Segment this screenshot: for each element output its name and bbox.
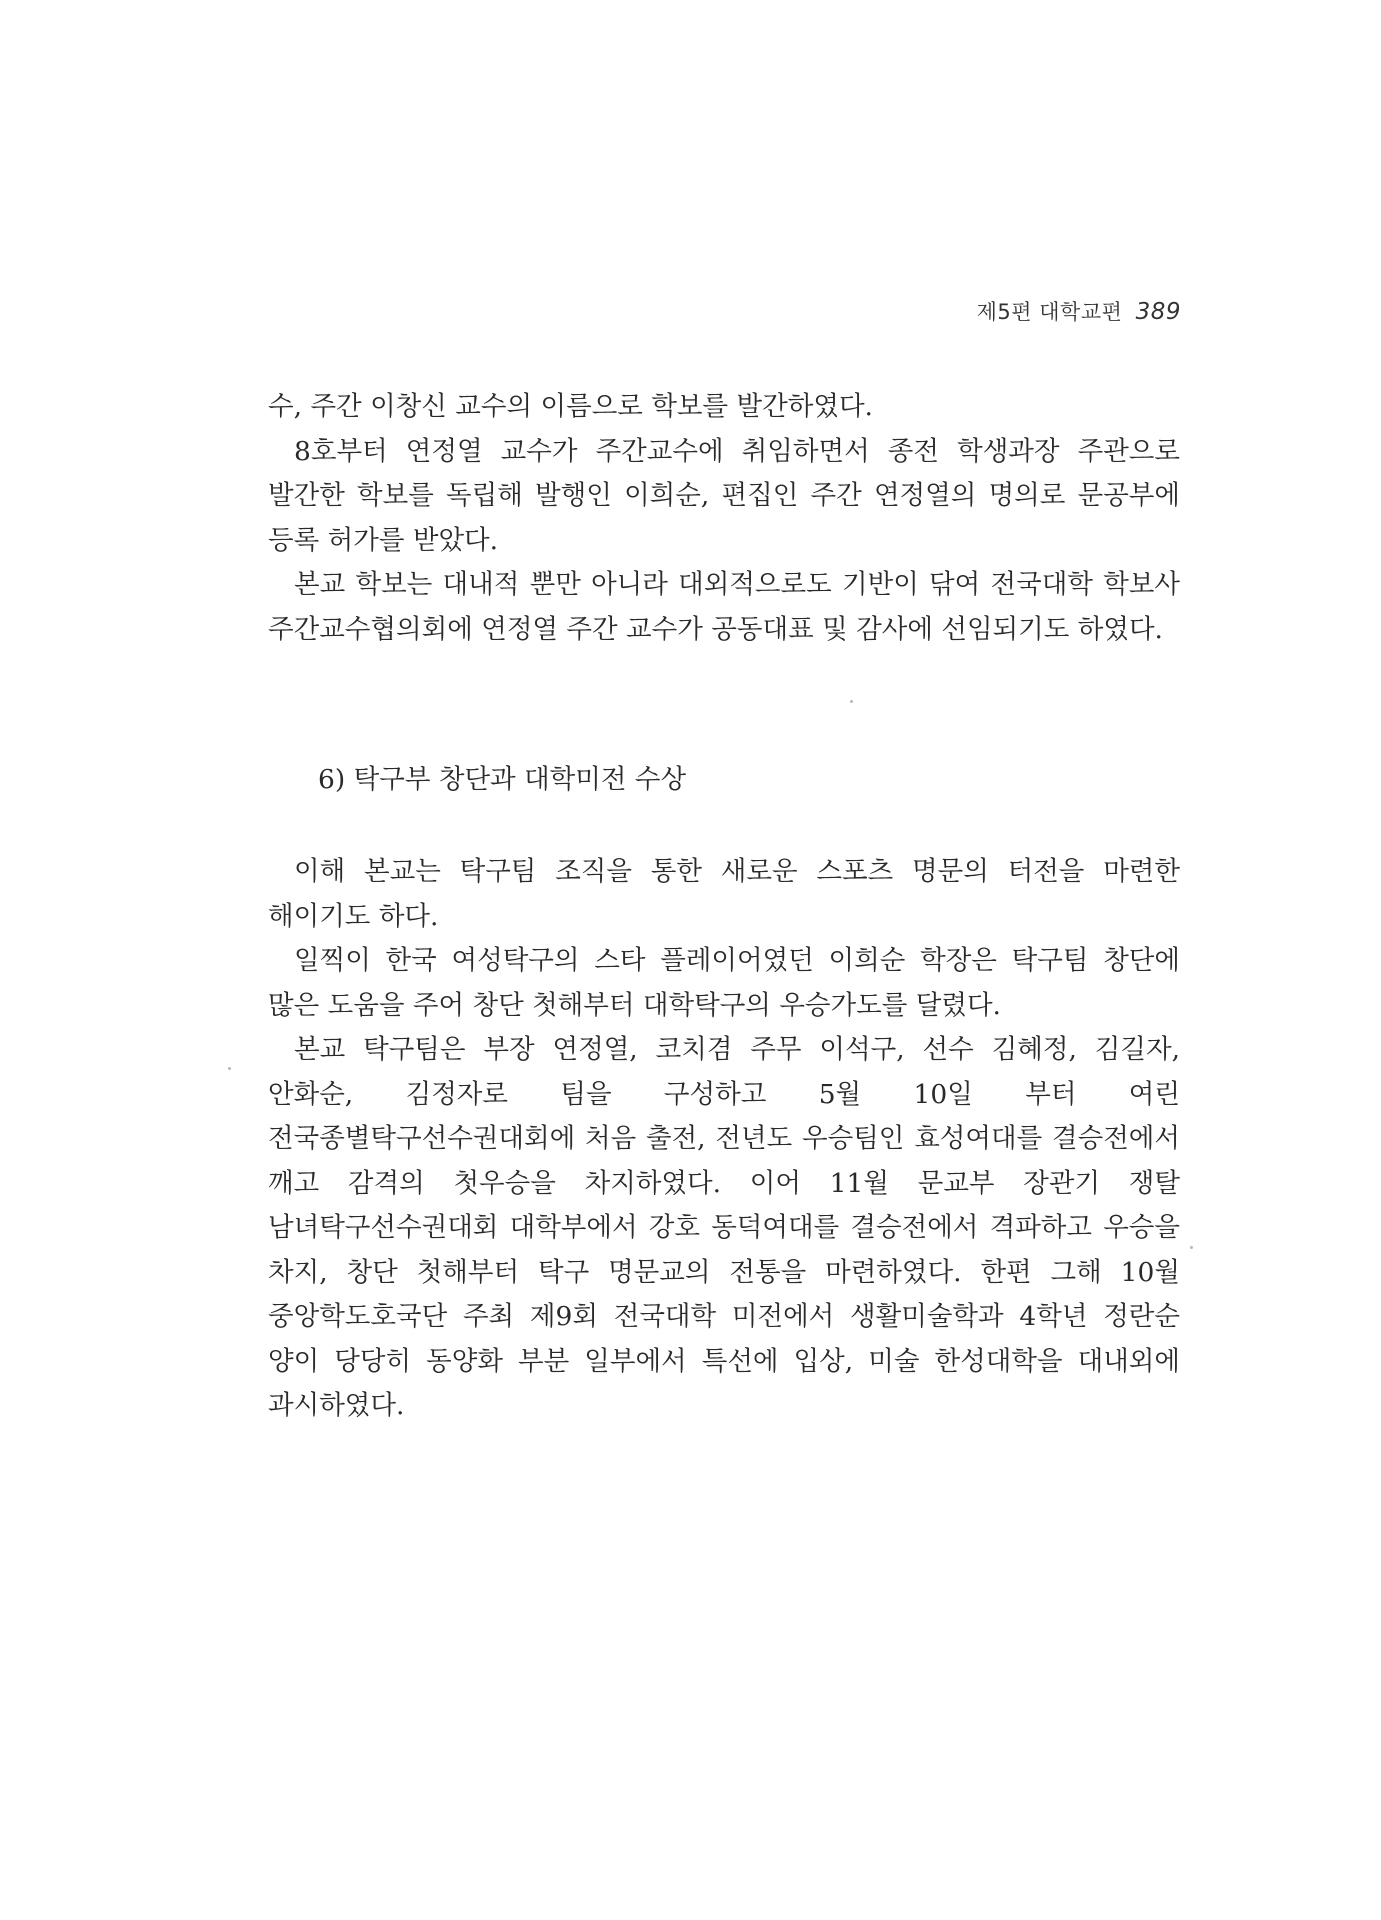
scan-speck [1190,1246,1193,1249]
running-header [977,296,1181,326]
scan-speck [850,700,853,703]
paragraph: 수, 주간 이창신 교수의 이름으로 학보를 발간하였다. [268,391,873,422]
scan-speck [228,1067,231,1070]
section-heading: 6) 탁구부 창단과 대학미전 수상 [318,764,687,795]
section-title: 제5편 대학교편 [976,300,1123,324]
text-block-publication [268,385,1180,652]
paragraph: 본교 탁구팀은 부장 연정열, 코치겸 주무 이석구, 선수 김혜정, 김길자, 안화순, 김정자로 팀을 구성하고 5월 10일 부터 여린 전국종별탁구선수권대회에 처음 출전, 전년도 우승팀인 효성여대를 결승전에서 깨고 감격의 첫우승을 차지하였다. 이어 11월 문교부 장관기 쟁탈 남녀탁구선수권대회 대학부에서 강호 동덕여대를 결승전에서 격파하고 우승을 차지, 창단 첫해부터 탁구 명문교의 전통을 마련하였다. 한편 그해 10월 중앙학도호국단 주최 제9회 전국대학 미전에서 생활미술학과 4학년 정란순 양이 당당히 동양화 부분 일부에서 특선에 입상, 미술 한성대학을 대내외에 과시하였다. [268,1034,1180,1421]
page-number: 389 [1135,299,1181,325]
paragraph: 8호부터 연정열 교수가 주간교수에 취임하면서 종전 학생과장 주관으로 발간한 학보를 독립해 발행인 이희순, 편집인 주간 연정열의 명의로 문공부에 등록 허가를 받았다. [268,435,1180,556]
paragraph: 본교 학보는 대내적 뿐만 아니라 대외적으로도 기반이 닦여 전국대학 학보사 주간교수협의회에 연정열 주간 교수가 공동대표 및 감사에 선임되기도 하였다. [268,569,1180,645]
paragraph: 이해 본교는 탁구팀 조직을 통한 새로운 스포츠 명문의 터전을 마련한 해이기도 하다. [268,856,1180,932]
paragraph: 일찍이 한국 여성탁구의 스타 플레이어였던 이희순 학장은 탁구팀 창단에 많은 도움을 주어 창단 첫해부터 대학탁구의 우승가도를 달렸다. [268,945,1180,1021]
text-block-table-tennis [268,850,1180,1429]
